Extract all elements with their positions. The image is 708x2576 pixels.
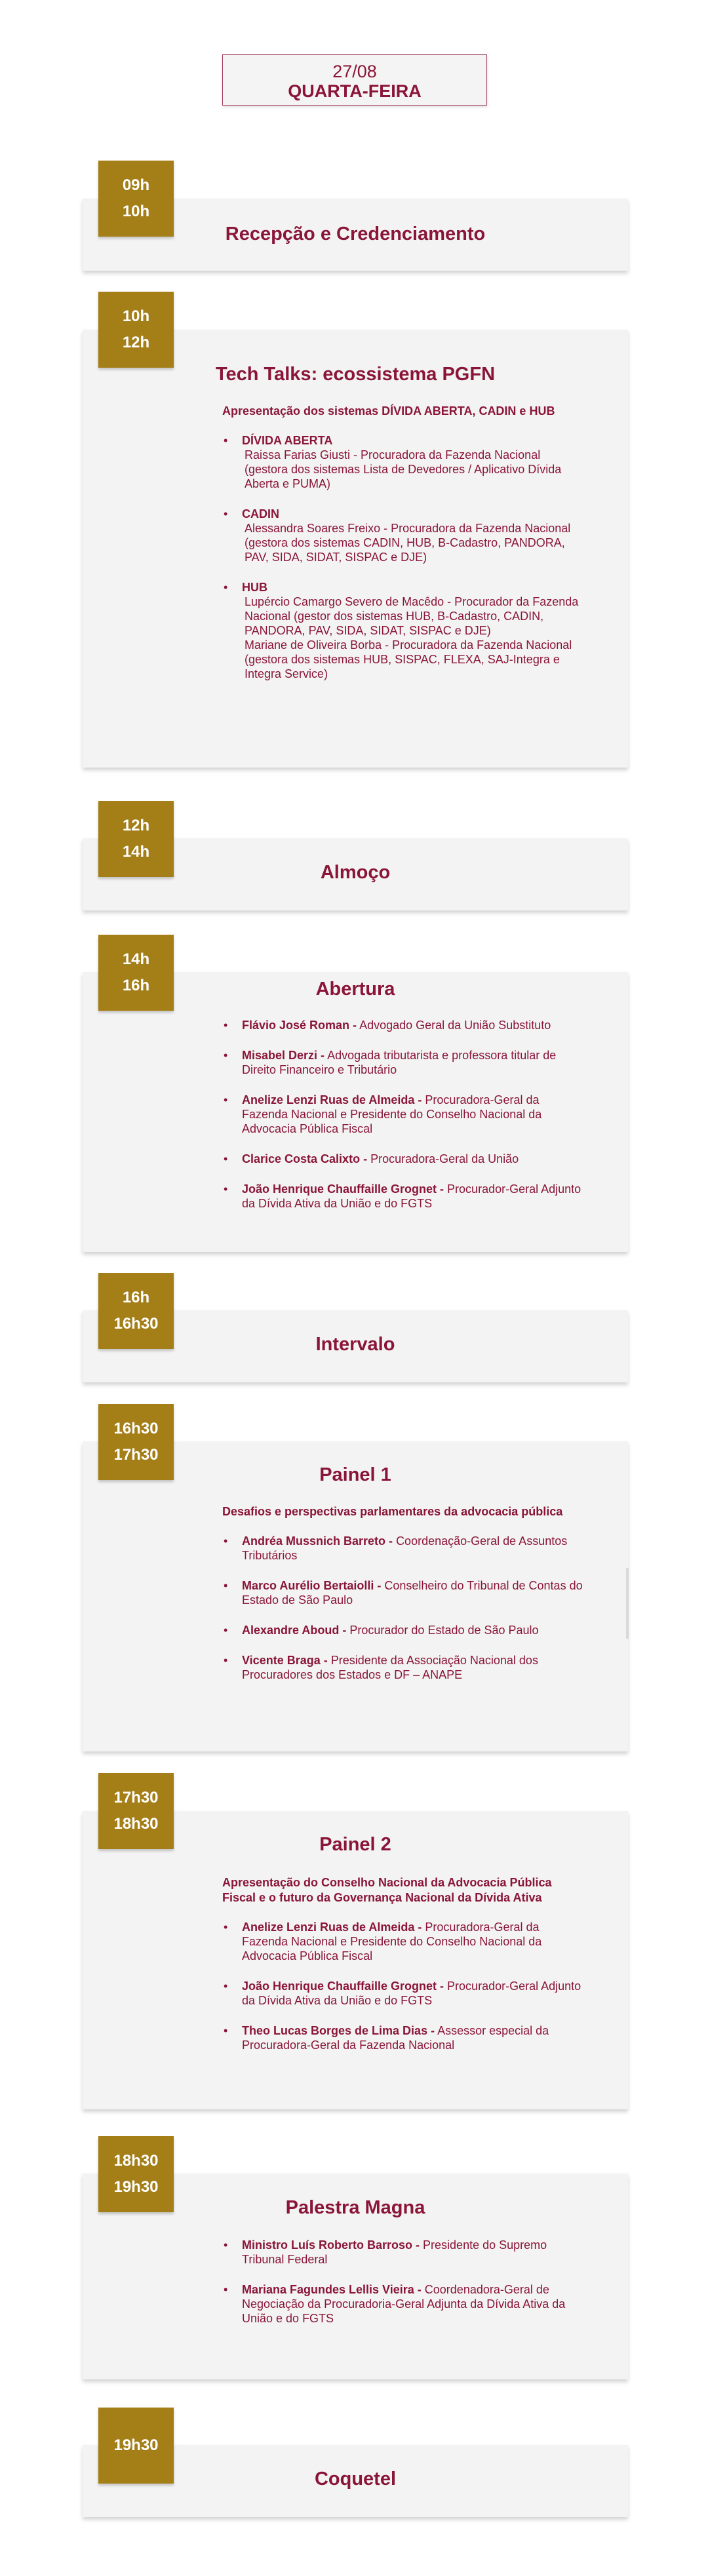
list-item: [222, 1152, 584, 1166]
end-time: 12h: [122, 334, 150, 351]
list-item: [222, 2238, 584, 2267]
end-time: 19h30: [113, 2178, 159, 2196]
time-badge: [98, 1404, 174, 1480]
list-item: [222, 2282, 584, 2326]
item-name: João Henrique Chauffaille Grognet -: [242, 1182, 444, 1196]
list-item: [222, 1623, 584, 1637]
speaker-list: [222, 2238, 584, 2326]
start-time: 10h: [122, 307, 150, 325]
end-time: 18h30: [113, 1815, 159, 1833]
list-item: [222, 507, 584, 564]
end-time: 16h30: [113, 1315, 159, 1333]
item-name: Theo Lucas Borges de Lima Dias -: [242, 2024, 435, 2037]
item-desc: Alessandra Soares Freixo - Procuradora da Fazenda Nacional (gestora dos sistemas CADIN, HUB, B-Cadastro, PANDORA, PAV, SIDA, SIDAT, SISPAC e DJE): [245, 522, 571, 564]
list-item: [222, 1653, 584, 1682]
item-name: DÍVIDA ABERTA: [242, 434, 333, 447]
item-desc: Raissa Farias Giusti - Procuradora da Fazenda Nacional (gestora dos sistemas Lista de Devedores / Aplicativo Dívida Aberta e PUMA): [245, 448, 562, 490]
session-subtitle: Apresentação dos sistemas DÍVIDA ABERTA, CADIN e HUB: [222, 404, 555, 418]
session-title: Recepção e Credenciamento: [225, 224, 486, 244]
start-time: 17h30: [113, 1789, 159, 1806]
session-subtitle: Apresentação do Conselho Nacional da Advocacia Pública Fiscal e o futuro da Governança Nacional da Dívida Ativa: [222, 1876, 552, 1904]
list-item: [222, 1920, 584, 1963]
item-name: João Henrique Chauffaille Grognet -: [242, 1980, 444, 1993]
start-time: 14h: [122, 950, 150, 968]
item-desc: Advogado Geral da União Substituto: [359, 1019, 551, 1032]
item-name: Marco Aurélio Bertaiolli -: [242, 1579, 382, 1592]
item-desc-2: Mariane de Oliveira Borba - Procuradora da Fazenda Nacional (gestora dos sistemas HUB, SISPAC, FLEXA, SAJ-Integra e Integra Service): [245, 638, 572, 680]
speaker-list: [222, 1920, 584, 2052]
item-name: Mariana Fagundes Lellis Vieira -: [242, 2283, 422, 2296]
end-time: 10h: [122, 203, 150, 220]
end-time: 16h: [122, 977, 150, 994]
end-time: 17h30: [113, 1446, 159, 1464]
item-desc: Coordenadora-Geral de Negociação da Procuradoria-Geral Adjunta da Dívida Ativa da União e do FGTS: [242, 2283, 566, 2325]
speaker-list: [222, 1018, 584, 1211]
item-name: Misabel Derzi -: [242, 1049, 325, 1062]
session-card-panel-1: [83, 1441, 628, 1751]
item-desc: Lupércio Camargo Severo de Macêdo - Procurador da Fazenda Nacional (gestor dos sistemas HUB, B-Cadastro, CADIN, PANDORA, PAV, SIDA, SIDAT, SISPAC e DJE): [245, 595, 579, 637]
session-subtitle: Desafios e perspectivas parlamentares da advocacia pública: [222, 1505, 563, 1518]
time-badge: [98, 1273, 174, 1349]
speaker-list: [222, 433, 584, 681]
end-time: 14h: [122, 843, 150, 861]
time-badge: [98, 292, 174, 368]
start-time: 16h: [122, 1289, 150, 1306]
item-name: Clarice Costa Calixto -: [242, 1152, 368, 1165]
item-desc: Advogada tributarista e professora titular de Direito Financeiro e Tributário: [242, 1049, 557, 1076]
item-name: Andréa Mussnich Barreto -: [242, 1534, 393, 1548]
session-title: Painel 1: [319, 1464, 391, 1485]
item-name: Flávio José Roman -: [242, 1019, 357, 1032]
item-name: Anelize Lenzi Ruas de Almeida -: [242, 1921, 422, 1934]
list-item: [222, 580, 584, 681]
list-item: [222, 433, 584, 491]
start-time: 16h30: [113, 1420, 159, 1437]
list-item: [222, 1093, 584, 1136]
item-desc: Procurador-Geral Adjunto da Dívida Ativa da União e do FGTS: [242, 1182, 581, 1210]
speaker-list: [222, 1534, 584, 1682]
session-title: Tech Talks: ecossistema PGFN: [215, 364, 496, 385]
item-desc: Assessor especial da Procuradora-Geral da Fazenda Nacional: [242, 2024, 549, 2052]
session-title: Almoço: [320, 862, 391, 883]
time-badge: [98, 2136, 174, 2212]
item-desc: Presidente do Supremo Tribunal Federal: [242, 2238, 547, 2266]
item-desc: Procurador do Estado de São Paulo: [349, 1624, 539, 1637]
item-desc: Procuradora-Geral da União: [370, 1152, 519, 1165]
session-card-opening: [83, 972, 628, 1252]
time-badge: [98, 2408, 174, 2484]
item-name: Vicente Braga -: [242, 1654, 328, 1667]
item-desc: Conselheiro do Tribunal de Contas do Estado de São Paulo: [242, 1579, 583, 1607]
start-time: 18h30: [113, 2152, 159, 2170]
list-item: [222, 1018, 584, 1032]
session-card-panel-2: [83, 1811, 628, 2109]
time-badge: [98, 1773, 174, 1849]
item-name: HUB: [242, 581, 267, 594]
list-item: [222, 1182, 584, 1211]
item-name: Ministro Luís Roberto Barroso -: [242, 2238, 420, 2252]
item-desc: Coordenação-Geral de Assuntos Tributários: [242, 1534, 568, 1562]
list-item: [222, 1048, 584, 1077]
time-badge: [98, 801, 174, 877]
weekday-text: QUARTA-FEIRA: [288, 81, 422, 101]
start-time: 19h30: [113, 2436, 159, 2454]
list-item: [222, 2023, 584, 2052]
session-title: Palestra Magna: [285, 2197, 425, 2218]
item-desc: Procuradora-Geral da Fazenda Nacional e Presidente do Conselho Nacional da Advocacia Pública Fiscal: [242, 1921, 542, 1962]
list-item: [222, 1534, 584, 1563]
item-name: Anelize Lenzi Ruas de Almeida -: [242, 1093, 422, 1106]
time-badge: [98, 161, 174, 237]
list-item: [222, 1979, 584, 2008]
scroll-indicator: [626, 1568, 629, 1639]
session-title: Abertura: [315, 979, 395, 1000]
list-item: [222, 1578, 584, 1607]
item-desc: Procurador-Geral Adjunto da Dívida Ativa da União e do FGTS: [242, 1980, 581, 2007]
item-name: Alexandre Aboud -: [242, 1624, 347, 1637]
session-title: Painel 2: [319, 1834, 391, 1855]
start-time: 09h: [122, 176, 150, 194]
item-desc: Presidente da Associação Nacional dos Procuradores dos Estados e DF – ANAPE: [242, 1654, 538, 1681]
date-text: 27/08: [332, 62, 377, 81]
item-name: CADIN: [242, 507, 279, 520]
start-time: 12h: [122, 817, 150, 834]
date-header: [222, 54, 487, 106]
time-badge: [98, 935, 174, 1011]
session-card-tech-talks: [83, 330, 628, 768]
session-title: Intervalo: [315, 1334, 395, 1355]
session-title: Coquetel: [314, 2469, 397, 2489]
item-desc: Procuradora-Geral da Fazenda Nacional e Presidente do Conselho Nacional da Advocacia Pública Fiscal: [242, 1093, 542, 1135]
